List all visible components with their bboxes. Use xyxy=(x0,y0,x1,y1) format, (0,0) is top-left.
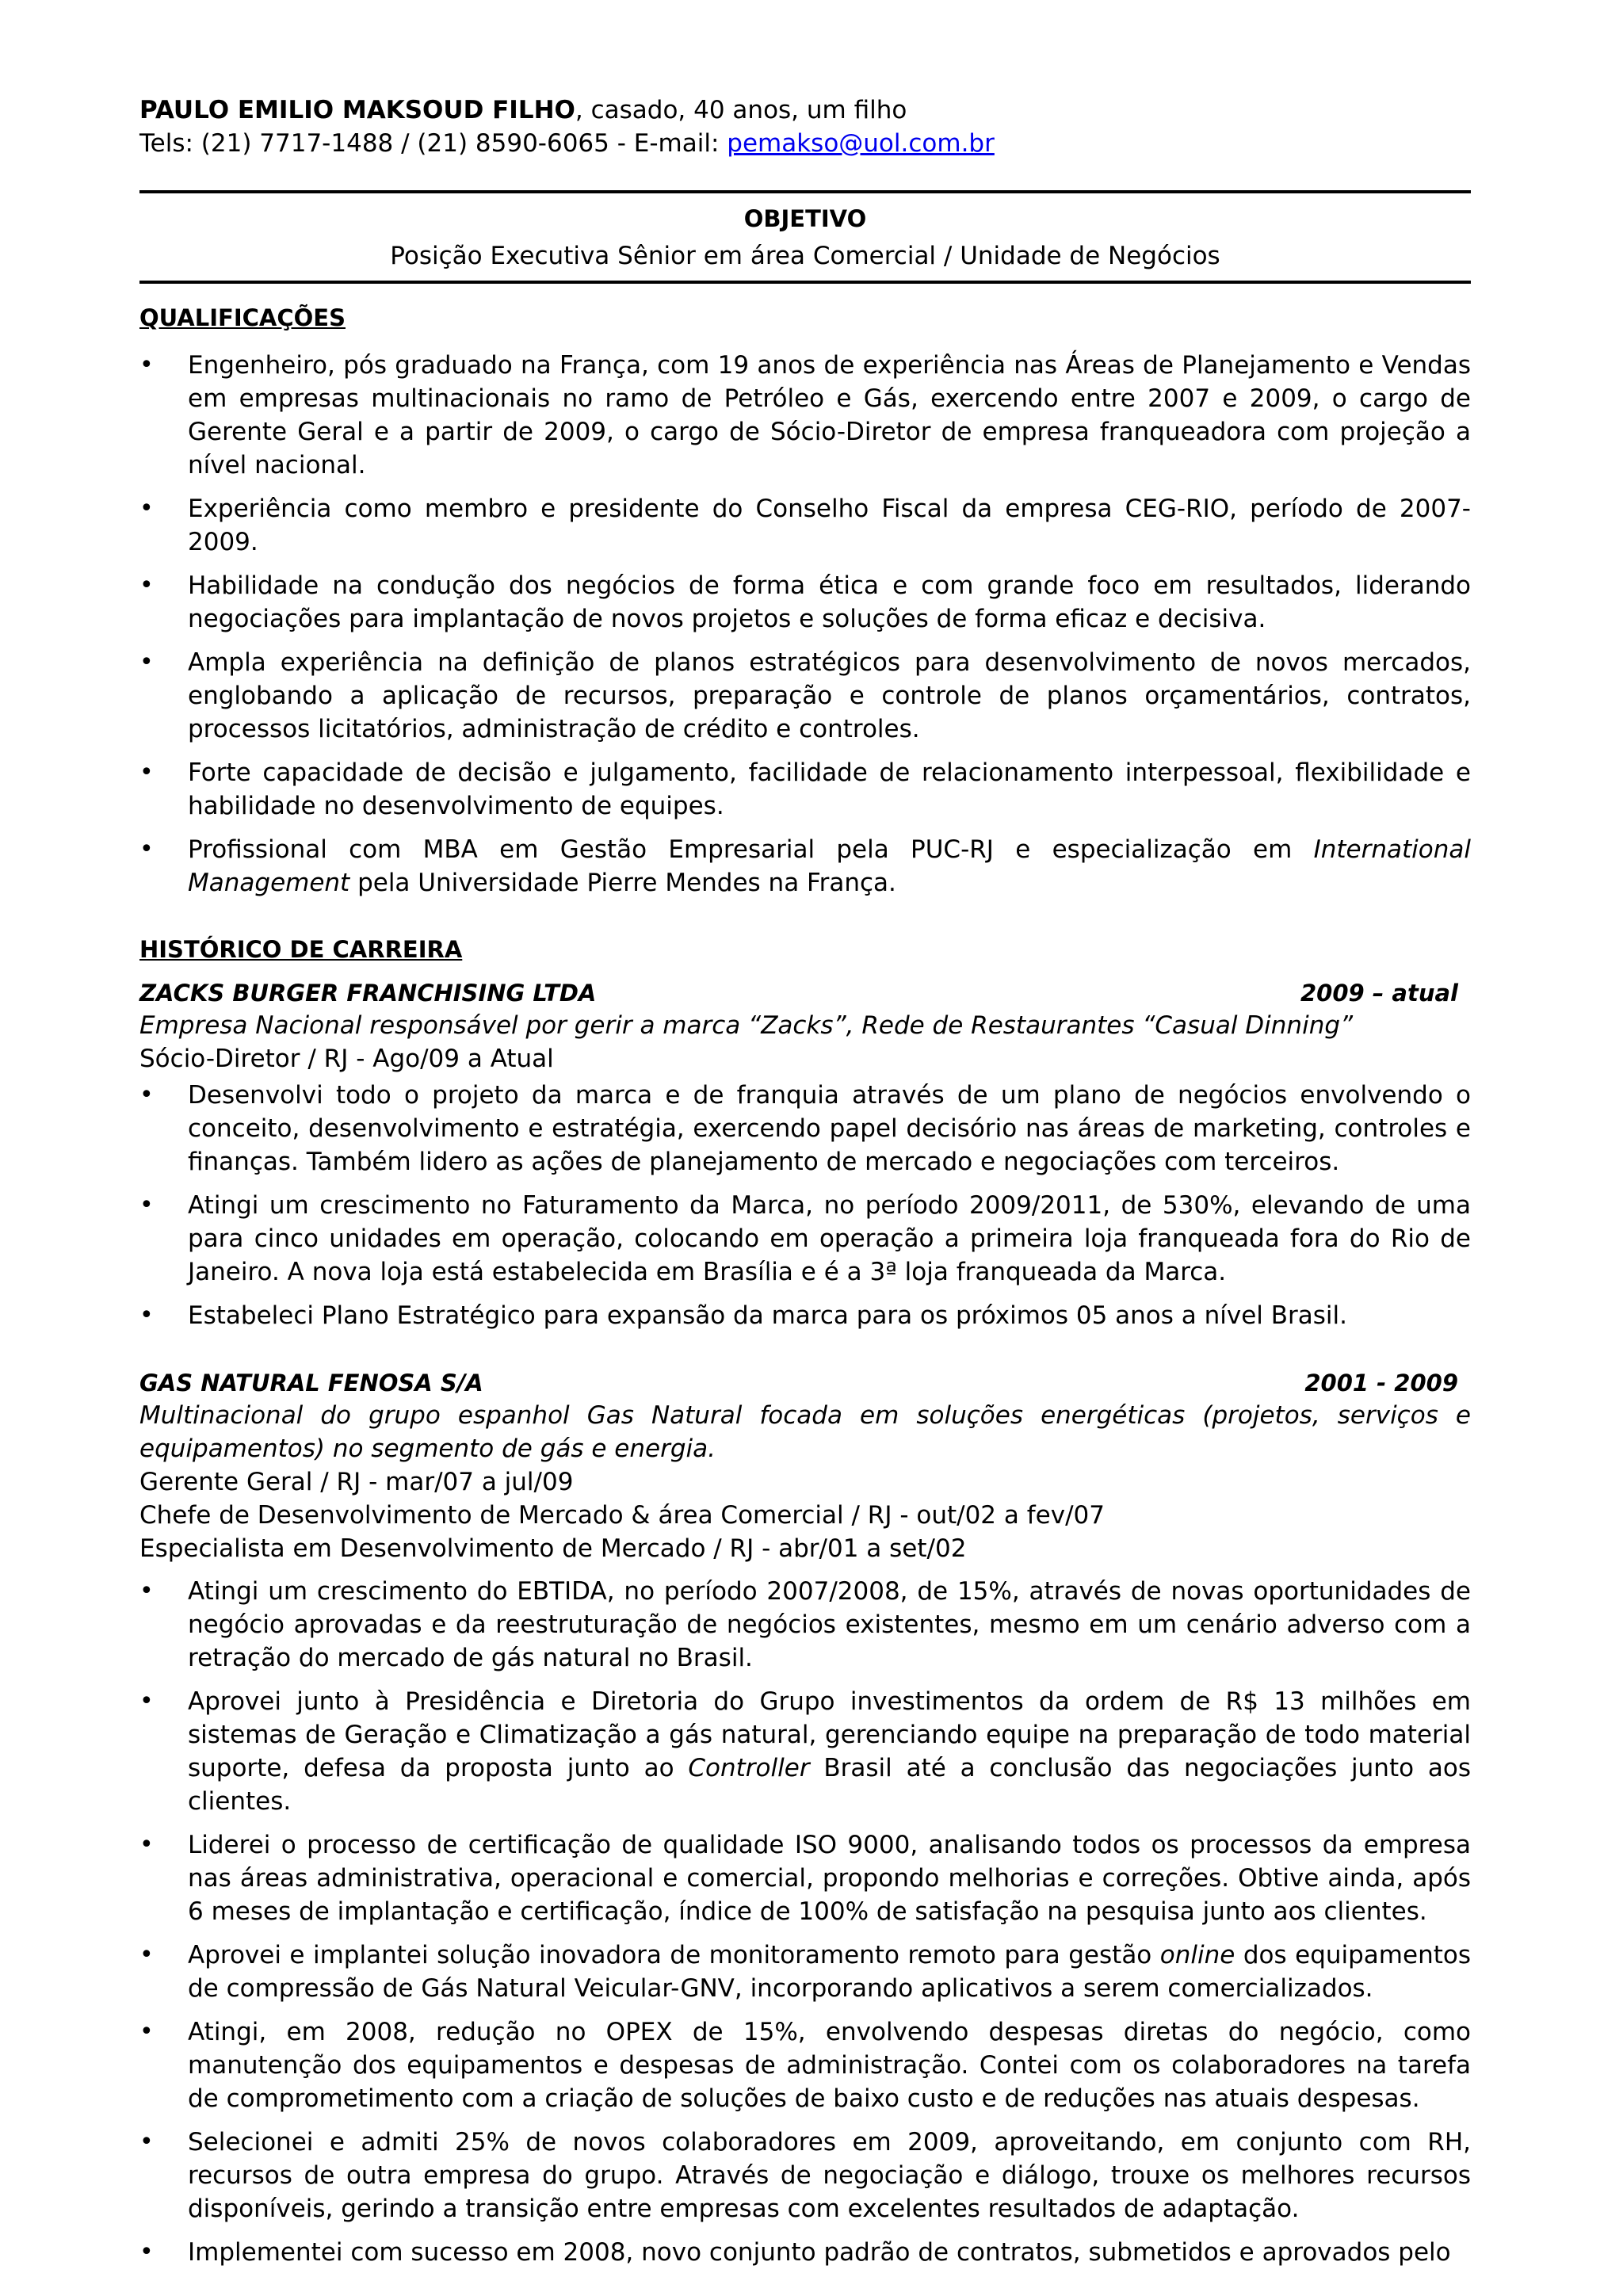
bullet-icon: • xyxy=(139,495,154,522)
candidate-name: PAULO EMILIO MAKSOUD FILHO xyxy=(139,96,575,124)
list-item: • Selecionei e admiti 25% de novos colaboradores em 2009, aproveitando, em conjunto com RH, recursos de outra empresa do grupo. Através de negociação e diálogo, trouxe os melhores recursos disponíveis, gerindo a transição entre empresas com excelentes resultados de adaptação. xyxy=(139,2126,1471,2225)
job-role: Especialista em Desenvolvimento de Mercado / RJ - abr/01 a set/02 xyxy=(139,1534,967,1563)
list-item: • Aprovei e implantei solução inovadora de monitoramento remoto para gestão online dos equipamentos de compressão de Gás Natural Veicular-GNV, incorporando aplicativos a serem comercializados. xyxy=(139,1939,1471,2005)
header-line-2 xyxy=(139,127,1471,160)
company-heading-zacks xyxy=(139,977,1471,1009)
bullet-icon: • xyxy=(139,2018,154,2046)
email-link[interactable]: pemakso@uol.com.br xyxy=(727,129,995,158)
list-item: • Estabeleci Plano Estratégico para expansão da marca para os próximos 05 anos a nível Brasil. xyxy=(139,1299,1471,1332)
bullet-icon: • xyxy=(139,1081,154,1109)
personal-info: , casado, 40 anos, um filho xyxy=(575,96,907,124)
list-item: • Desenvolvi todo o projeto da marca e de franquia através de um plano de negócios envolvendo o conceito, desenvolvimento e estratégia, exercendo papel decisório nas áreas de marketing, controles e finanças. Também lidero as ações de planejamento de mercado e negociações com terceiros. xyxy=(139,1079,1471,1179)
list-item: • Engenheiro, pós graduado na França, com 19 anos de experiência nas Áreas de Planejamento e Vendas em empresas multinacionais no ramo de Petróleo e Gás, exercendo entre 2007 e 2009, o cargo de Gerente Geral e a partir de 2009, o cargo de Sócio-Diretor de empresa franqueadora com projeção a nível nacional. xyxy=(139,349,1471,482)
list-item: • Habilidade na condução dos negócios de forma ética e com grande foco em resultados, liderando negociações para implantação de novos projetos e soluções de forma eficaz e decisiva. xyxy=(139,569,1471,636)
qualifications-list xyxy=(139,349,1471,900)
job-role: Gerente Geral / RJ - mar/07 a jul/09 xyxy=(139,1468,574,1496)
bullet-icon: • xyxy=(139,1191,154,1219)
list-item: • Implementei com sucesso em 2008, novo conjunto padrão de contratos, submetidos e aprovados pelo xyxy=(139,2236,1471,2269)
company-description: Empresa Nacional responsável por gerir a marca “Zacks”, Rede de Restaurantes “Casual Dinning” xyxy=(139,1011,1354,1040)
list-item: • Aprovei junto à Presidência e Diretoria do Grupo investimentos da ordem de R$ 13 milhões em sistemas de Geração e Climatização a gás natural, gerenciando equipe na preparação de todo material suporte, defesa da proposta junto ao Controller Brasil até a conclusão das negociações junto aos clientes. xyxy=(139,1685,1471,1818)
list-item: • Forte capacidade de decisão e julgamento, facilidade de relacionamento interpessoal, flexibilidade e habilidade no desenvolvimento de equipes. xyxy=(139,756,1471,823)
bullet-icon: • xyxy=(139,1831,154,1859)
job-role: Sócio-Diretor / RJ - Ago/09 a Atual xyxy=(139,1045,554,1073)
bullet-icon: • xyxy=(139,1687,154,1715)
list-item: • Ampla experiência na definição de planos estratégicos para desenvolvimento de novos mercados, englobando a aplicação de recursos, preparação e controle de planos orçamentários, contratos, processos licitatórios, administração de crédito e controles. xyxy=(139,646,1471,746)
career-title: HISTÓRICO DE CARREIRA xyxy=(139,936,463,963)
gas-achievements-list xyxy=(139,1575,1471,2269)
bullet-icon: • xyxy=(139,2128,154,2156)
list-item: • Atingi um crescimento no Faturamento da Marca, no período 2009/2011, de 530%, elevando de uma para cinco unidades em operação, colocando em operação a primeira loja franqueada fora do Rio de Janeiro. A nova loja está estabelecida em Brasília e é a 3ª loja franqueada da Marca. xyxy=(139,1189,1471,1289)
job-roles xyxy=(139,1465,1471,1565)
company-name: ZACKS BURGER FRANCHISING LTDA xyxy=(139,980,597,1007)
list-item: • Experiência como membro e presidente do Conselho Fiscal da empresa CEG-RIO, período de 2007-2009. xyxy=(139,492,1471,559)
bullet-icon: • xyxy=(139,835,154,863)
list-item: • Atingi, em 2008, redução no OPEX de 15%, envolvendo despesas diretas do negócio, como manutenção dos equipamentos e despesas de administração. Contei com os colaboradores na tarefa de comprometimento com a criação de soluções de baixo custo e de reduções nas atuais despesas. xyxy=(139,2015,1471,2115)
header-line-1 xyxy=(139,94,1471,127)
qualifications-title: QUALIFICAÇÕES xyxy=(139,304,346,331)
job-role: Chefe de Desenvolvimento de Mercado & área Comercial / RJ - out/02 a fev/07 xyxy=(139,1501,1105,1530)
list-item: • Profissional com MBA em Gestão Empresarial pela PUC-RJ e especialização em International Management pela Universidade Pierre Mendes na França. xyxy=(139,833,1471,900)
bullet-icon: • xyxy=(139,351,154,379)
bullet-icon: • xyxy=(139,648,154,676)
bullet-icon: • xyxy=(139,1941,154,1969)
bullet-icon: • xyxy=(139,2238,154,2266)
bullet-icon: • xyxy=(139,1301,154,1329)
bullet-icon: • xyxy=(139,1577,154,1605)
list-item: • Atingi um crescimento do EBTIDA, no período 2007/2008, de 15%, através de novas oportunidades de negócio aprovadas e da reestruturação de negócios existentes, mesmo em um cenário adverso com a retração do mercado de gás natural no Brasil. xyxy=(139,1575,1471,1675)
objective-bottom-rule xyxy=(139,281,1471,284)
company-period: 2001 - 2009 xyxy=(1304,1370,1458,1396)
bullet-icon: • xyxy=(139,571,154,599)
objective-top-rule xyxy=(139,190,1471,193)
zacks-achievements-list xyxy=(139,1079,1471,1332)
phone-numbers: Tels: (21) 7717-1488 / (21) 8590-6065 - E-mail: xyxy=(139,129,727,158)
objective-text: Posição Executiva Sênior em área Comercial / Unidade de Negócios xyxy=(390,242,1220,270)
list-item: • Liderei o processo de certificação de qualidade ISO 9000, analisando todos os processos da empresa nas áreas administrativa, operacional e comercial, propondo melhorias e correções. Obtive ainda, após 6 meses de implantação e certificação, índice de 100% de satisfação na pesquisa junto aos clientes. xyxy=(139,1828,1471,1928)
company-name: GAS NATURAL FENOSA S/A xyxy=(139,1370,483,1396)
company-heading-gas-natural xyxy=(139,1367,1471,1399)
company-description: Multinacional do grupo espanhol Gas Natural focada em soluções energéticas (projetos, serviços e equipamentos) no segmento de gás e energia. xyxy=(139,1401,1471,1463)
bullet-icon: • xyxy=(139,758,154,786)
objective-title: OBJETIVO xyxy=(743,205,867,232)
resume-page xyxy=(139,94,1471,2279)
company-period: 2009 – atual xyxy=(1300,980,1458,1007)
